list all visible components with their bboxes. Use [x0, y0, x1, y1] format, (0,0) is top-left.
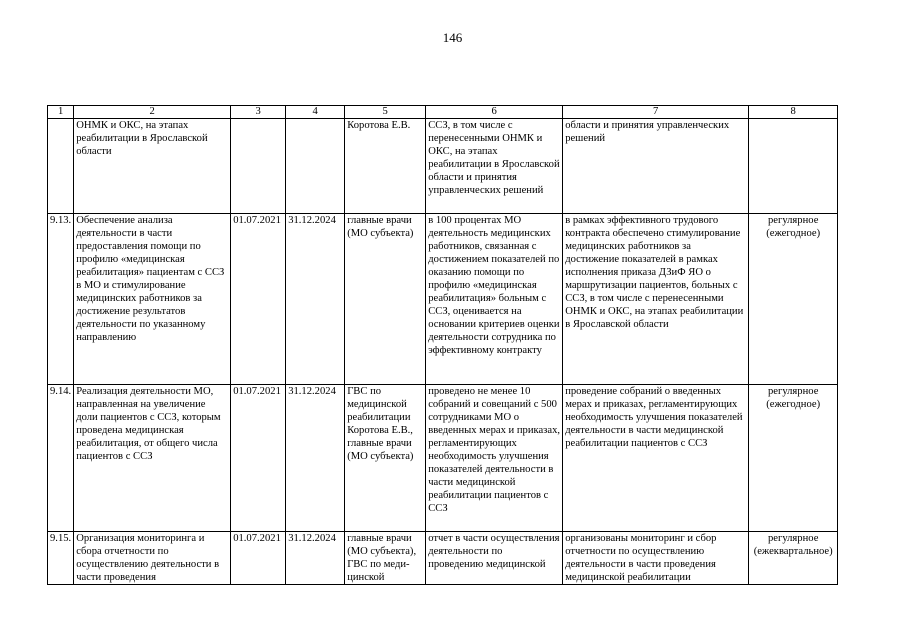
activity-cell: Организация мониторинга и сбора отчетности по осуществлению деятельности в части проведения [74, 532, 231, 585]
activity-cell: Обеспечение анализа деятельности в части предоставления помощи по профилю «медицинская реабилитация» пациентам с ССЗ в МО и стимулирование медицинских работников за достижение результатов деятельности по указанному направлению [74, 214, 231, 385]
end-date-cell: 31.12.2024 [286, 385, 345, 532]
activity-cell: ОНМК и ОКС, на этапах реабилитации в Ярославской области [74, 119, 231, 214]
characteristic-cell: организованы мониторинг и сбор отчетности по осуществлению деятельности в части проведения медицинской реабилитации [563, 532, 749, 585]
column-header: 3 [231, 106, 286, 119]
start-date-cell: 01.07.2021 [231, 214, 286, 385]
column-header: 6 [426, 106, 563, 119]
table-row [48, 214, 838, 385]
column-header: 7 [563, 106, 749, 119]
column-header: 4 [286, 106, 345, 119]
responsible-cell: ГВС по медицинской реабилитации Коротова Е.В., главные врачи (МО субъекта) [345, 385, 426, 532]
row-number-cell: 9.15. [48, 532, 74, 585]
responsible-cell: Коротова Е.В. [345, 119, 426, 214]
start-date-cell: 01.07.2021 [231, 532, 286, 585]
start-date-cell [231, 119, 286, 214]
characteristic-cell: в рамках эффективного трудового контракта обеспечено стимулирование медицинских работников за достижение показателей в рамках исполнения приказа ДЗиФ ЯО о маршрутизации пациентов, больных с ССЗ, в том числе с перенесенными ОНМК и ОКС, на этапах реабилитации в Ярославской области [563, 214, 749, 385]
header-row [48, 106, 838, 119]
responsible-cell: главные врачи (МО субъекта), ГВС по меди-цинской [345, 532, 426, 585]
periodicity-cell [749, 119, 838, 214]
responsible-cell: главные врачи (МО субъекта) [345, 214, 426, 385]
characteristic-cell: проведение собраний о введенных мерах и приказах, регламентирующих необходимость улучшения показателей деятельности в части медицинской реабилитации пациентов с ССЗ [563, 385, 749, 532]
column-header: 5 [345, 106, 426, 119]
row-number-cell: 9.13. [48, 214, 74, 385]
row-number-cell [48, 119, 74, 214]
column-header: 1 [48, 106, 74, 119]
column-header: 2 [74, 106, 231, 119]
end-date-cell: 31.12.2024 [286, 532, 345, 585]
result-cell: отчет в части осуществления деятельности по проведению медицинской [426, 532, 563, 585]
periodicity-cell: регулярное (ежегодное) [749, 214, 838, 385]
table-row [48, 532, 838, 585]
page-number: 146 [442, 30, 463, 45]
characteristic-cell: области и принятия управленческих решений [563, 119, 749, 214]
plan-table [47, 105, 838, 585]
start-date-cell: 01.07.2021 [231, 385, 286, 532]
periodicity-cell: регулярное (ежегодное) [749, 385, 838, 532]
activity-cell: Реализация деятельности МО, направленная на увеличение доли пациентов с ССЗ, которым проведена медицинская реабилитация, от общего числа пациентов с ССЗ [74, 385, 231, 532]
result-cell: проведено не менее 10 собраний и совещаний с 500 сотрудниками МО о введенных мерах и приказах, регламентирующих необходимость улучшения показателей деятельности в части медицинской реабилитации пациентов с ССЗ [426, 385, 563, 532]
row-number-cell: 9.14. [48, 385, 74, 532]
periodicity-cell: регулярное (ежеквартальное) [749, 532, 838, 585]
column-header: 8 [749, 106, 838, 119]
table-row [48, 385, 838, 532]
result-cell: в 100 процентах МО деятельность медицинских работников, связанная с достижением показателей по оказанию помощи по профилю «медицинская реабилитация» больным с ССЗ, оценивается на основании критериев оценки деятельности сотрудника по эффективному контракту [426, 214, 563, 385]
end-date-cell [286, 119, 345, 214]
table-row [48, 119, 838, 214]
end-date-cell: 31.12.2024 [286, 214, 345, 385]
result-cell: ССЗ, в том числе с перенесенными ОНМК и ОКС, на этапах реабилитации в Ярославской области и принятия управленческих решений [426, 119, 563, 214]
